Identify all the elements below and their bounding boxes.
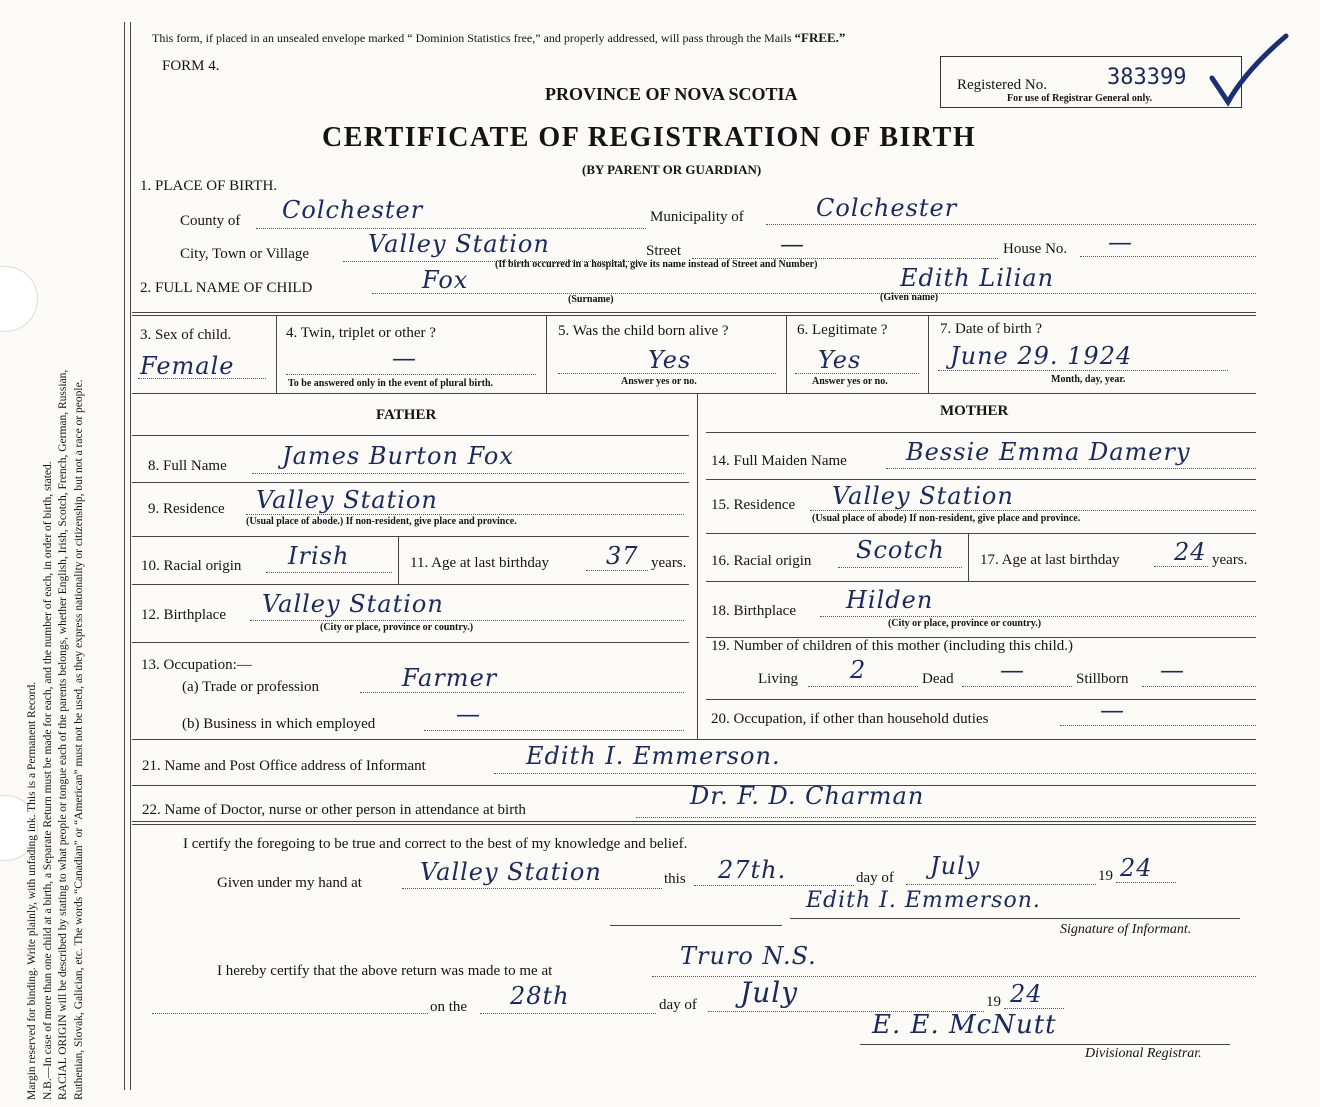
city-value: Valley Station [368,230,550,258]
children-count-label: 19. Number of children of this mother (including this child.) [711,638,1074,654]
dob-value: June 29. 1924 [950,342,1133,370]
given-day-of-label: day of [856,870,894,886]
this-label: this [664,871,686,887]
mother-name-value: Bessie Emma Damery [906,438,1191,466]
page-subtitle: (BY PARENT OR GUARDIAN) [582,162,762,177]
mother-age-value: 24 [1174,538,1207,566]
margin-note-2: N.B.—In case of more than one child at a birth, a Separate Return must be made for each, and the number of each, in order of birth, stated. [41,461,54,1100]
mail-note: This form, if placed in an unsealed envelope marked “ Dominion Statistics free,” and properly addressed, will pass through the Mails “FREE.” [152,30,846,45]
mother-age-label: 17. Age at last birthday [980,552,1120,568]
margin-note-4: Ruthenian, Slovak, Galician, etc. The words “Canadian” or “American” must not be used, as they express nationality or citizenship, but not a race or people. [72,379,85,1100]
father-age-unit: years. [651,555,687,571]
mother-race-value: Scotch [856,536,945,564]
mother-race-label: 16. Racial origin [711,553,812,569]
surname-label: (Surname) [568,294,614,305]
twin-note: To be answered only in the event of plural birth. [288,378,494,389]
stillborn-value: — [1160,656,1185,684]
alive-value: Yes [648,346,692,374]
dob-note: Month, day, year. [1051,374,1126,385]
county-label: County of [180,213,241,229]
father-birthplace-label: 12. Birthplace [141,607,226,623]
mother-residence-label: 15. Residence [711,497,796,513]
given-year: 24 [1120,854,1153,882]
registrar-month: July [740,976,799,1009]
page-title: CERTIFICATE OF REGISTRATION OF BIRTH [322,122,977,153]
registrar-day: 28th [510,982,570,1010]
father-name-value: James Burton Fox [282,442,514,470]
informant-signature-label: Signature of Informant. [1060,922,1192,937]
legitimate-label: 6. Legitimate ? [797,322,888,338]
mother-occupation-value: — [1100,696,1125,724]
province-title: PROVINCE OF NOVA SCOTIA [545,84,798,104]
given-year-prefix: 19 [1098,868,1113,884]
mother-age-unit: years. [1212,552,1248,568]
informant-value: Edith I. Emmerson. [526,742,781,770]
living-label: Living [758,671,798,687]
father-occupation-label: 13. Occupation:— [141,657,252,673]
form-number: FORM 4. [162,58,220,74]
mother-residence-value: Valley Station [832,482,1014,510]
registered-box [940,56,1242,108]
father-heading: FATHER [376,407,437,423]
father-residence-value: Valley Station [256,486,438,514]
business-label: (b) Business in which employed [182,716,376,732]
child-name-label: 2. FULL NAME OF CHILD [140,280,313,296]
father-residence-note: (Usual place of abode.) If non-resident, give place and province. [246,516,517,527]
margin-note-3: RACIAL ORIGIN will be described by stating to what people or tongue each of the parents belongs, whether English, Irish, Scotch, French, German, Russian, [57,369,69,1100]
registrar-text: I hereby certify that the above return was made to me at [217,963,553,979]
mother-occupation-label: 20. Occupation, if other than household duties [711,711,989,727]
father-name-label: 8. Full Name [148,458,227,474]
given-day: 27th. [718,856,787,884]
street-label: Street [646,243,681,259]
legitimate-value: Yes [818,346,862,374]
father-race-label: 10. Racial origin [141,558,242,574]
certify-text: I certify the foregoing to be true and correct to the best of my knowledge and belief. [183,836,688,852]
trade-value: Farmer [402,664,498,692]
legitimate-note: Answer yes or no. [812,376,888,387]
father-race-value: Irish [288,542,350,570]
registrar-signature: E. E. McNutt [872,1010,1057,1040]
alive-label: 5. Was the child born alive ? [558,323,729,339]
child-surname: Fox [422,266,469,294]
informant-signature: Edith I. Emmerson. [806,888,1041,913]
dob-label: 7. Date of birth ? [940,321,1043,337]
doctor-label: 22. Name of Doctor, nurse or other person in attendance at birth [142,802,526,818]
trade-label: (a) Trade or profession [182,679,320,695]
mother-birthplace-value: Hilden [846,586,934,614]
given-month: July [930,852,981,880]
informant-label: 21. Name and Post Office address of Informant [142,758,426,774]
registrar-year-prefix: 19 [986,994,1001,1010]
registrar-day-of-label: day of [659,997,697,1013]
city-label: City, Town or Village [180,246,310,262]
given-at-place: Valley Station [420,858,602,886]
municipality-value: Colchester [816,194,958,222]
street-value: — [780,230,805,258]
dead-label: Dead [922,671,954,687]
municipality-label: Municipality of [650,209,744,225]
doctor-value: Dr. F. D. Charman [690,782,925,810]
alive-note: Answer yes or no. [621,376,697,387]
sex-value: Female [140,352,235,380]
twin-value: — [392,344,417,372]
margin-notes [25,40,115,1100]
father-birthplace-value: Valley Station [262,590,444,618]
given-at-label: Given under my hand at [217,875,362,891]
house-label: House No. [1003,241,1068,257]
checkmark-icon [1206,30,1290,110]
living-value: 2 [850,656,867,684]
hospital-note: (If birth occurred in a hospital, give its name instead of Street and Number) [495,259,818,270]
father-residence-label: 9. Residence [148,501,225,517]
registered-number: 383399 [1107,65,1187,90]
stillborn-label: Stillborn [1076,671,1129,687]
registrar-place: Truro N.S. [680,942,817,970]
child-given-name: Edith Lilian [900,264,1055,292]
given-name-label: (Given name) [880,292,939,303]
father-birthplace-note: (City or place, province or country.) [320,622,474,633]
sex-label: 3. Sex of child. [140,327,232,343]
registrar-on-label: on the [430,999,468,1015]
registrar-only-note: For use of Registrar General only. [1007,93,1153,104]
mother-name-label: 14. Full Maiden Name [711,453,847,469]
house-value: — [1108,228,1133,256]
mother-birthplace-note: (City or place, province or country.) [888,618,1042,629]
margin-note-1: Margin reserved for binding. Write plainly, with unfading ink. This is a Permanent Record. [26,681,38,1100]
registered-label: Registered No. [957,77,1047,93]
mother-residence-note: (Usual place of abode) If non-resident, give place and province. [812,513,1081,524]
mother-heading: MOTHER [940,403,1009,419]
twin-label: 4. Twin, triplet or other ? [286,325,436,341]
father-age-value: 37 [606,542,639,570]
registrar-year: 24 [1010,980,1043,1008]
registrar-signature-label: Divisional Registrar. [1085,1046,1202,1061]
place-heading: 1. PLACE OF BIRTH. [140,178,278,194]
margin-rule [124,22,125,1090]
dead-value: — [1000,656,1025,684]
margin-rule-2 [130,22,131,1090]
county-value: Colchester [282,196,424,224]
business-value: — [456,700,481,728]
mother-birthplace-label: 18. Birthplace [711,603,796,619]
father-age-label: 11. Age at last birthday [410,555,549,571]
